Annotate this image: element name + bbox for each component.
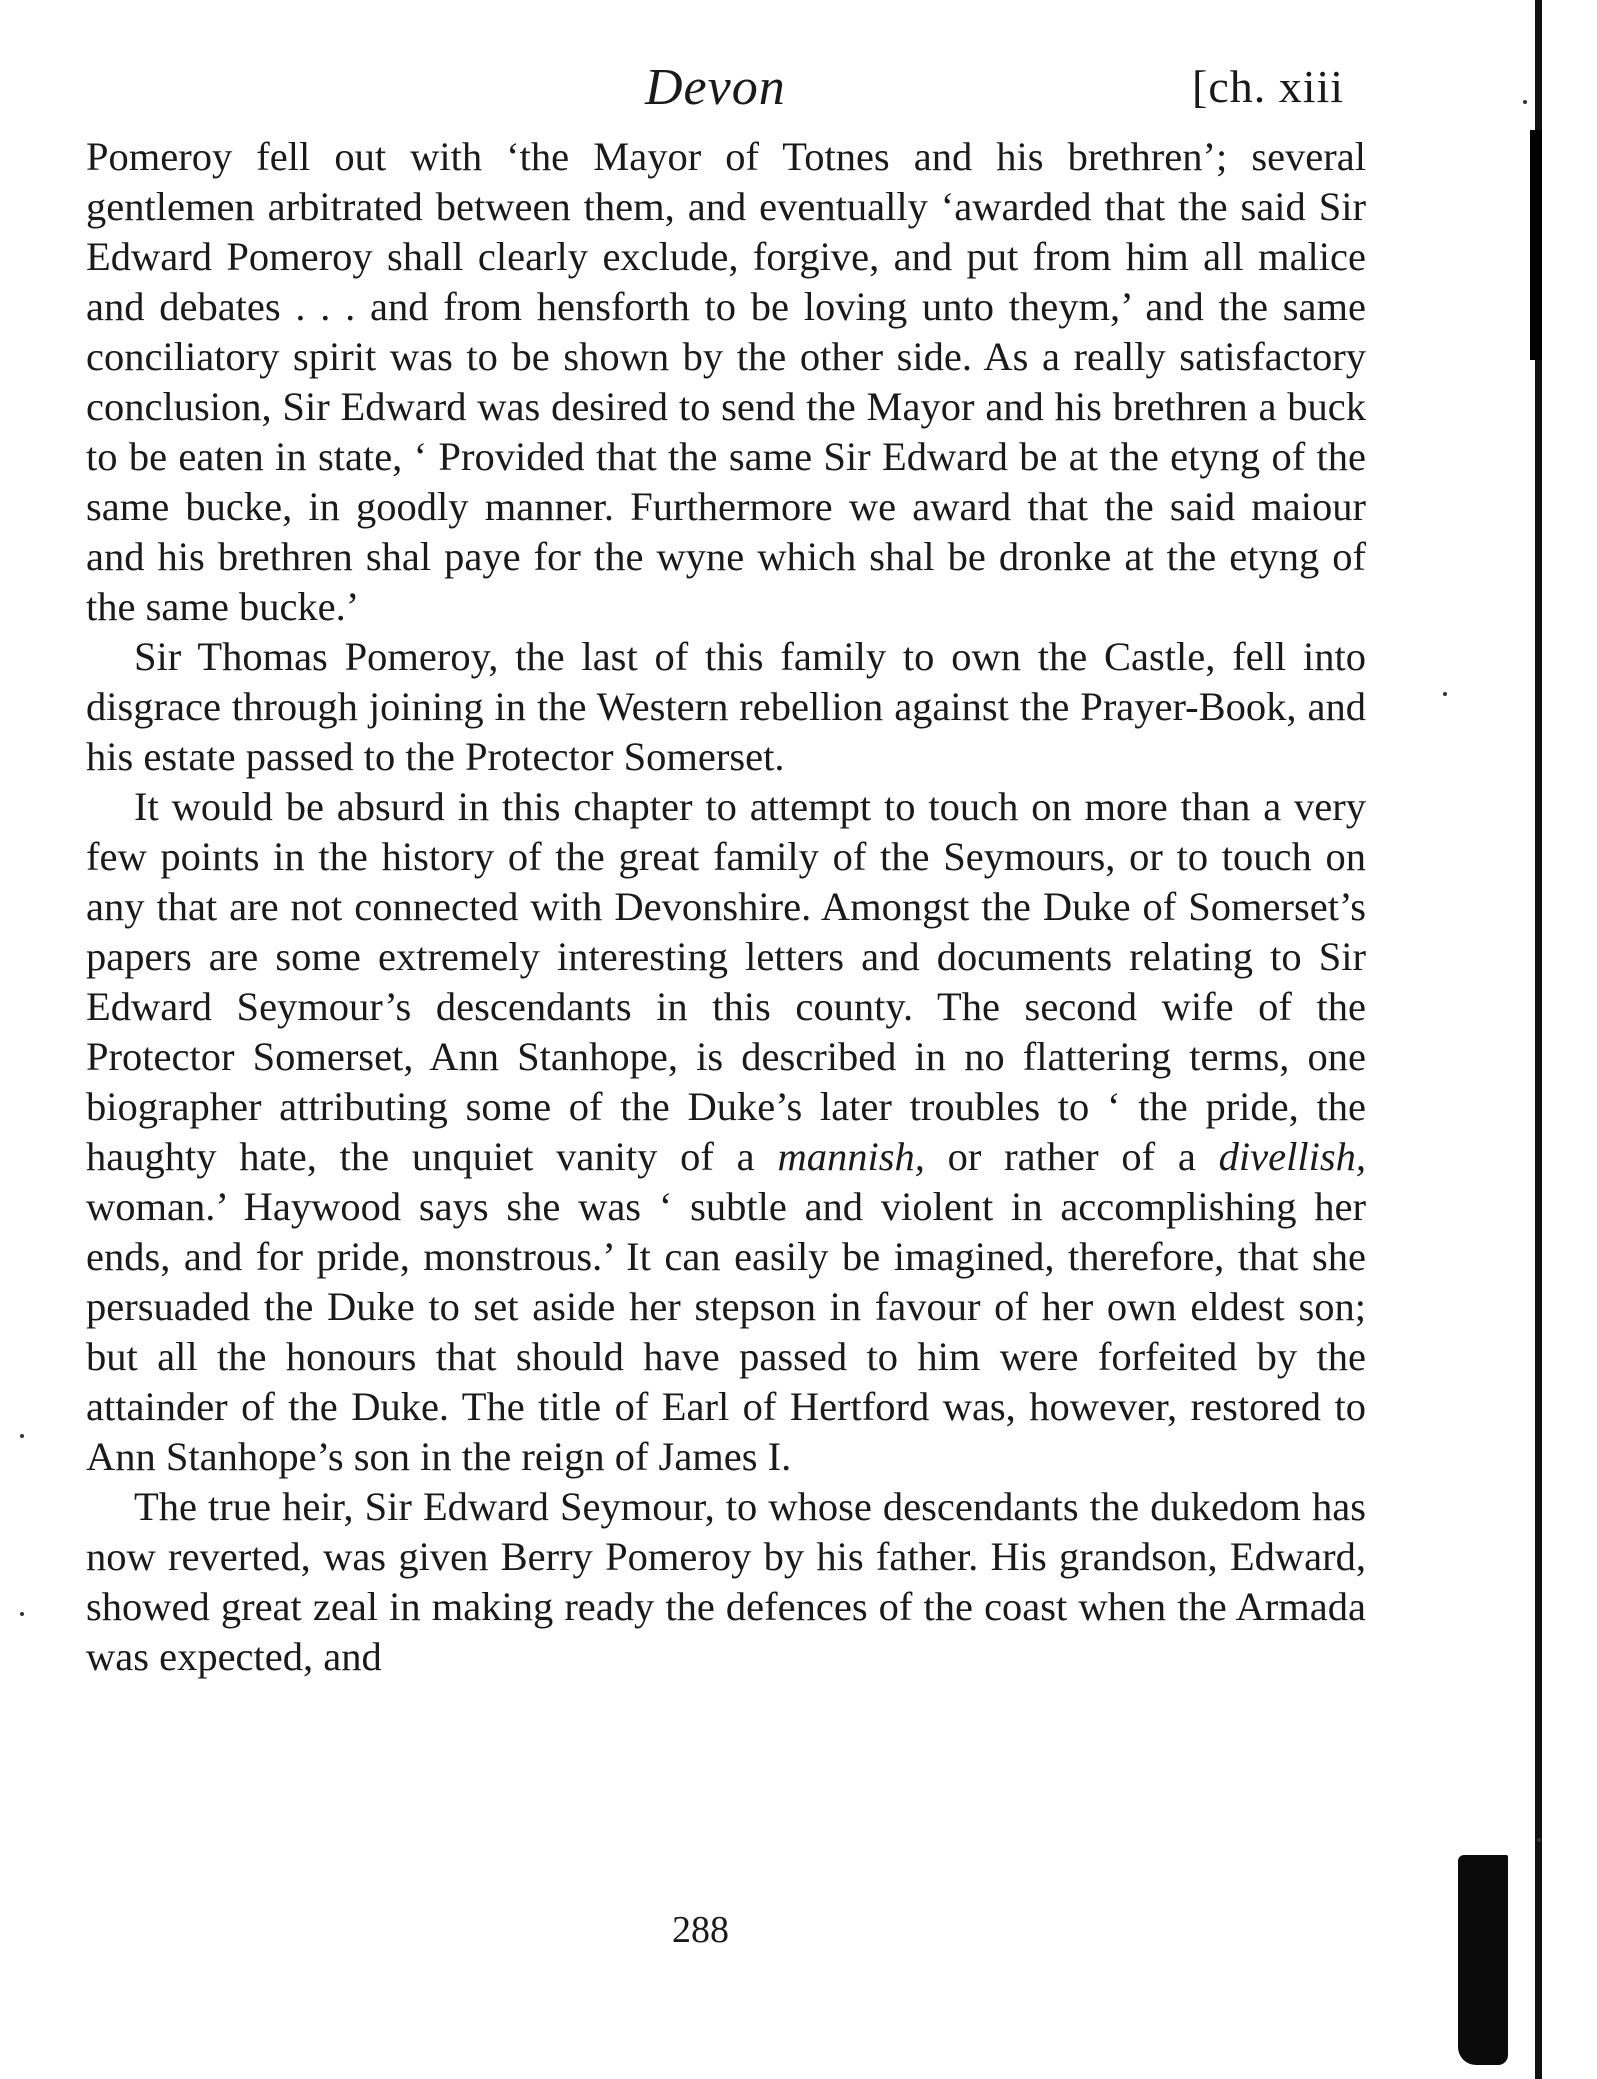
italic-word-mannish: mannish, — [777, 1134, 925, 1179]
scan-speck — [1523, 100, 1527, 104]
running-title: Devon — [645, 59, 786, 116]
paragraph-3 — [86, 782, 1366, 1482]
scan-speck — [1537, 1838, 1541, 1842]
body-text — [86, 132, 1366, 1682]
scan-edge-blot — [1458, 1855, 1508, 2065]
paragraph-3-part-3: woman.’ Haywood says she was ‘ subtle and violent in accomplishing her ends, and for pride, monstrous.’ It can easily be imagined, therefore, that she persuaded the Duke to set aside her stepson in favour of her own eldest son; but all the honours that should have passed to him were forfeited by the attainder of the Duke. The title of Earl of Hertford was, however, restored to Ann Stanhope’s son in the reign of James I. — [86, 1184, 1366, 1479]
paragraph-4: The true heir, Sir Edward Seymour, to whose descendants the dukedom has now reverted, was given Berry Pomeroy by his father. His grandson, Edward, showed great zeal in making ready the defences of the coast when the Armada was expected, and — [86, 1484, 1366, 1679]
scan-speck — [1443, 692, 1447, 696]
paragraph-1: Pomeroy fell out with ‘the Mayor of Totnes and his brethren’; several gentlemen arbitrated between them, and eventually ‘awarded that the said Sir Edward Pomeroy shall clearly exclude, forgive, and put from him all malice and debates . . . and from hensforth to be loving unto theym,’ and the same conciliatory spirit was to be shown by the other side. As a really satisfactory conclusion, Sir Edward was desired to send the Mayor and his brethren a buck to be eaten in state, ‘ Provided that the same Sir Edward be at the etyng of the same bucke, in goodly manner. Furthermore we award that the said maiour and his brethren shal paye for the wyne which shal be dronke at the etyng of the same bucke.’ — [86, 134, 1366, 629]
chapter-marker: [ch. xiii — [1192, 61, 1345, 112]
italic-word-divellish: divellish, — [1218, 1134, 1367, 1179]
scan-edge-mark — [1530, 130, 1542, 360]
scan-speck — [20, 1612, 24, 1616]
paragraph-2: Sir Thomas Pomeroy, the last of this family to own the Castle, fell into disgrace through joining in the Western rebellion against the Prayer-Book, and his estate passed to the Protector Somerset. — [86, 634, 1366, 779]
scan-speck — [20, 1434, 24, 1438]
paragraph-3-part-2: or rather of a — [947, 1134, 1196, 1179]
page-number: 288 — [672, 1909, 729, 1951]
paragraph-3-part-1: It would be absurd in this chapter to attempt to touch on more than a very few points in the history of the great family of the Seymours, or to touch on any that are not connected with Devonshire. Amongst the Duke of Somerset’s papers are some extremely interesting letters and documents relating to Sir Edward Seymour’s descendants in this county. The second wife of the Protector Somerset, Ann Stanhope, is described in no flattering terms, one biographer attributing some of the Duke’s later troubles to ‘ the pride, the haughty hate, the unquiet vanity of a — [86, 784, 1366, 1179]
